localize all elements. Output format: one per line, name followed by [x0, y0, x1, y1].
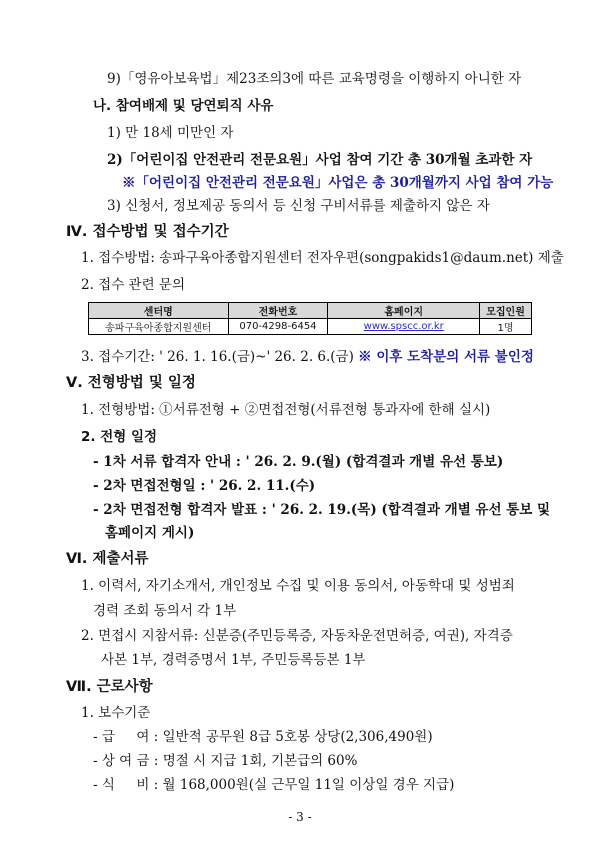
text-line: - 2차 면접전형일 : ' 26. 2. 11.(수) [93, 478, 316, 494]
text-line: - 2차 면접전형 합격자 발표 : ' 26. 2. 19.(목) (합격결과 개별 유선 통보 및 [93, 502, 551, 518]
table-cell: 070-4298-6454 [228, 319, 328, 335]
note-span: ※ 이후 도착분의 서류 불인정 [358, 349, 534, 365]
text-line: 1. 이력서, 자기소개서, 개인정보 수집 및 이용 동의서, 아동학대 및 성범죄 [81, 578, 515, 594]
note-line: ※「어린이집 안전관리 전문요원」사업은 총 30개월까지 사업 참여 가능 [122, 175, 554, 191]
text-line: 1. 전형방법: ①서류전형 + ②면접전형(서류전형 통과자에 한해 실시) [81, 402, 491, 418]
subsection-heading: 2. 전형 일정 [81, 429, 158, 445]
text-line: - 1차 서류 합격자 안내 : ' 26. 2. 9.(월) (합격결과 개별 유선 통보) [93, 454, 504, 470]
section-heading: Ⅶ. 근로사항 [66, 679, 153, 695]
table-header-cell: 센터명 [89, 303, 229, 319]
text-line: 1. 접수방법: 송파구육아종합지원센터 전자우편(songpakids1@daum.net) 제출 [81, 250, 564, 266]
page-number: - 3 - [288, 810, 312, 824]
text-line: 2. 면접시 지참서류: 신분증(주민등록증, 자동차운전면허증, 여권), 자격증 [81, 628, 513, 644]
text-line: 홈페이지 게시) [105, 525, 195, 541]
text-line: 1. 보수기준 [81, 705, 151, 721]
text-line: 1) 만 18세 미만인 자 [107, 125, 234, 141]
section-heading: Ⅳ. 접수방법 및 접수기간 [66, 224, 229, 240]
text-line: 사본 1부, 경력증명서 1부, 주민등록등본 1부 [101, 652, 366, 668]
table-header-cell: 홈페이지 [328, 303, 480, 319]
text-line: 3) 신청서, 정보제공 동의서 등 신청 구비서류를 제출하지 않은 자 [107, 198, 490, 214]
table-cell: 송파구육아종합지원센터 [89, 319, 229, 335]
text-line: 2. 접수 관련 문의 [81, 277, 185, 293]
text-line: - 상 여 금 : 명절 시 지급 1회, 기본급의 60% [93, 753, 358, 769]
text-span: 3. 접수기간: ' 26. 1. 16.(금)~' 26. 2. 6.(금) [81, 349, 359, 365]
text-line: - 식 비 : 월 168,000원(실 근무일 11일 이상일 경우 지급) [93, 777, 455, 793]
text-line: 2)「어린이집 안전관리 전문요원」사업 참여 기간 총 30개월 초과한 자 [107, 152, 533, 168]
section-heading: Ⅵ. 제출서류 [66, 551, 149, 567]
homepage-link[interactable]: www.spscc.or.kr [328, 319, 480, 335]
table-header-row [89, 303, 532, 319]
text-line: - 급 여 : 일반적 공무원 8급 5호봉 상당(2,306,490원) [93, 729, 433, 745]
contact-table [88, 302, 532, 335]
table-header-cell: 모집인원 [480, 303, 532, 319]
text-line: 경력 조회 동의서 각 1부 [93, 603, 237, 619]
table-header-cell: 전화번호 [228, 303, 328, 319]
text-line [81, 348, 534, 366]
subsection-heading: 나. 참여배제 및 당연퇴직 사유 [93, 98, 274, 114]
table-cell: 1명 [480, 319, 532, 335]
text-line: 9)「영유아보육법」제23조의3에 따른 교육명령을 이행하지 아니한 자 [107, 71, 522, 87]
table-row [89, 319, 532, 335]
section-heading: Ⅴ. 전형방법 및 일정 [66, 375, 196, 391]
